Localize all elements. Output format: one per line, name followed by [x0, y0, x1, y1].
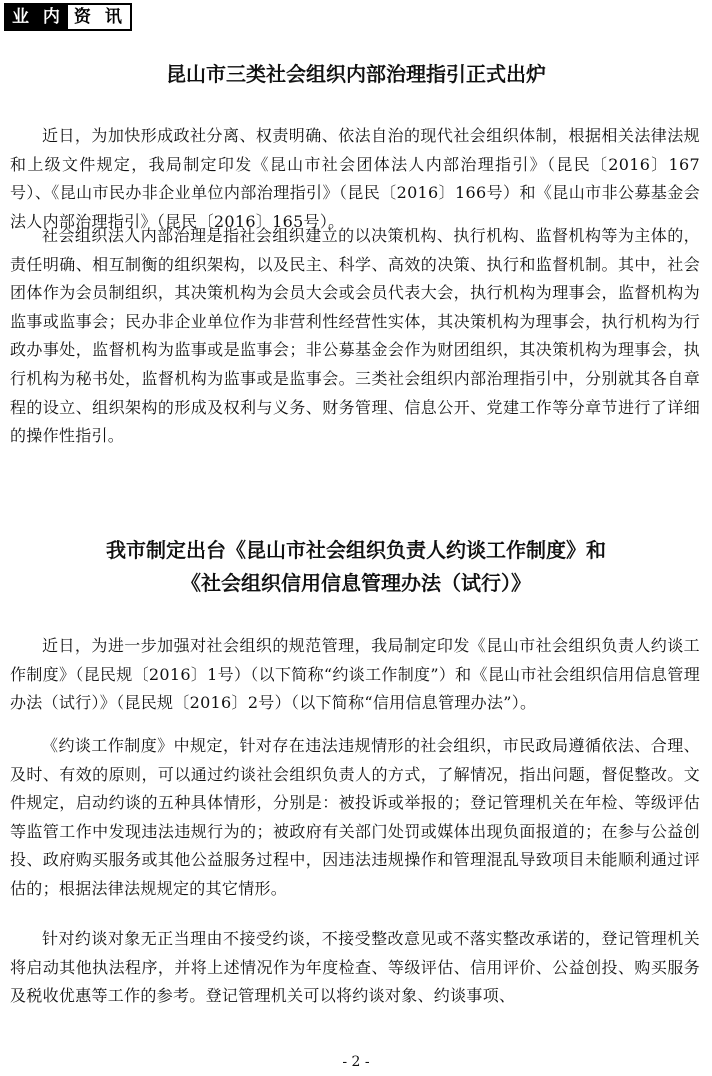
article2-paragraph: 《约谈工作制度》中规定，针对存在违法违规情形的社会组织，市民政局遵循依法、合理、及时、有效的原则，可以通过约谈社会组织负责人的方式，了解情况，指出问题，督促整改。文件规定，启动约谈的五种具体情形，分别是：被投诉或举报的；登记管理机关在年检、等级评估等监管工作中发现违法违规行为的；被政府有关部门处罚或媒体出现负面报道的；在参与公益创投、政府购买服务或其他公益服务过程中，因违法违规操作和管理混乱导致项目未能顺利通过评估的；根据法律法规规定的其它情形。 — [10, 736, 700, 898]
section-tag-light: 资 讯 — [68, 5, 130, 29]
article2-title — [0, 534, 712, 600]
article1-paragraph: 近日，为加快形成政社分离、权责明确、依法自治的现代社会组织体制，根据相关法律法规和上级文件规定，我局制定印发《昆山市社会团体法人内部治理指引》（昆民〔2016〕167号）、《昆山市民办非企业单位内部治理指引》（昆民〔2016〕166号）和《昆山市非公募基金会法人内部治理指引》（昆民〔2016〕165号）。 — [10, 126, 700, 231]
article2-paragraph: 近日，为进一步加强对社会组织的规范管理，我局制定印发《昆山市社会组织负责人约谈工作制度》（昆民规〔2016〕1号）（以下简称“约谈工作制度”）和《昆山市社会组织信用信息管理办法（试行）》（昆民规〔2016〕2号）（以下简称“信用信息管理办法”）。 — [10, 636, 700, 713]
section-tag-dark: 业 内 — [6, 5, 68, 29]
article2-paragraph: 针对约谈对象无正当理由不接受约谈，不接受整改意见或不落实整改承诺的，登记管理机关将启动其他执法程序，并将上述情况作为年度检查、等级评估、信用评价、公益创投、购买服务及税收优惠等工作的参考。登记管理机关可以将约谈对象、约谈事项、 — [10, 929, 700, 1006]
section-tag — [4, 3, 132, 31]
article2-title-line1: 我市制定出台《昆山市社会组织负责人约谈工作制度》和 — [106, 538, 606, 562]
article1-title: 昆山市三类社会组织内部治理指引正式出炉 — [166, 62, 546, 86]
article1-paragraph: 社会组织法人内部治理是指社会组织建立的以决策机构、执行机构、监督机构等为主体的，责任明确、相互制衡的组织架构，以及民主、科学、高效的决策、执行和监督机制。其中，社会团体作为会员制组织，其决策机构为会员大会或会员代表大会，执行机构为理事会，监督机构为监事或监事会；民办非企业单位作为非营利性经营性实体，其决策机构为理事会，执行机构为行政办事处，监督机构为监事或是监事会；非公募基金会作为财团组织，其决策机构为理事会，执行机构为秘书处，监督机构为监事或是监事会。三类社会组织内部治理指引中，分别就其各自章程的设立、组织架构的形成及权利与义务、财务管理、信息公开、党建工作等分章节进行了详细的操作性指引。 — [10, 226, 700, 446]
page-number: - 2 - — [342, 1054, 370, 1070]
article2-title-line2: 《社会组织信用信息管理办法（试行）》 — [181, 571, 531, 595]
